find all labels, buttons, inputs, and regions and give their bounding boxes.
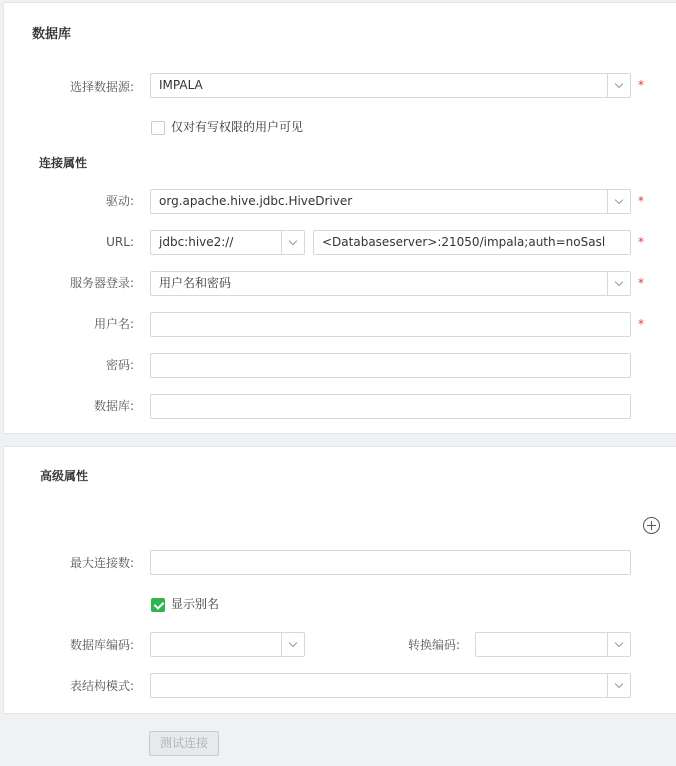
database-panel bbox=[3, 2, 676, 434]
required-mark: * bbox=[638, 317, 644, 331]
server-login-label: 服务器登录: bbox=[69, 276, 134, 290]
show-alias-label: 显示别名 bbox=[171, 597, 220, 611]
username-label: 用户名: bbox=[93, 317, 134, 331]
chevron-down-icon[interactable] bbox=[281, 633, 304, 656]
test-connection-button[interactable]: 测试连接 bbox=[149, 731, 219, 756]
chevron-down-icon[interactable] bbox=[607, 190, 630, 213]
password-label: 密码: bbox=[105, 358, 134, 372]
db-encoding-select[interactable] bbox=[150, 632, 305, 657]
convert-encoding-select[interactable] bbox=[475, 632, 631, 657]
db-encoding-label: 数据库编码: bbox=[69, 638, 134, 652]
url-label: URL: bbox=[106, 235, 134, 249]
max-connections-label: 最大连接数: bbox=[69, 556, 134, 570]
database-label: 数据库: bbox=[93, 399, 134, 413]
datasource-label: 选择数据源: bbox=[69, 80, 134, 94]
circle-plus-icon[interactable] bbox=[643, 517, 660, 534]
url-prefix-value: jdbc:hive2:// bbox=[159, 235, 234, 249]
url-input[interactable] bbox=[313, 230, 631, 255]
advanced-panel bbox=[3, 446, 676, 714]
password-input[interactable] bbox=[150, 353, 631, 378]
chevron-down-icon[interactable] bbox=[281, 231, 304, 254]
required-mark: * bbox=[638, 235, 644, 249]
database-input[interactable] bbox=[150, 394, 631, 419]
url-value: <Databaseserver>:21050/impala;auth=noSasl bbox=[322, 235, 606, 249]
username-input[interactable] bbox=[150, 312, 631, 337]
driver-select[interactable] bbox=[150, 189, 631, 214]
connection-section-title: 连接属性 bbox=[39, 156, 88, 170]
datasource-select[interactable] bbox=[150, 73, 631, 98]
chevron-down-icon[interactable] bbox=[607, 272, 630, 295]
chevron-down-icon[interactable] bbox=[607, 633, 630, 656]
chevron-down-icon[interactable] bbox=[607, 74, 630, 97]
max-connections-input[interactable] bbox=[150, 550, 631, 575]
url-prefix-select[interactable] bbox=[150, 230, 305, 255]
convert-encoding-label: 转换编码: bbox=[407, 638, 460, 652]
driver-value: org.apache.hive.jdbc.HiveDriver bbox=[159, 194, 353, 208]
server-login-select[interactable] bbox=[150, 271, 631, 296]
server-login-value: 用户名和密码 bbox=[159, 276, 232, 290]
write-perm-label: 仅对有写权限的用户可见 bbox=[171, 120, 304, 134]
advanced-section-title: 高级属性 bbox=[40, 469, 89, 483]
database-section-title: 数据库 bbox=[32, 27, 72, 42]
table-schema-select[interactable] bbox=[150, 673, 631, 698]
required-mark: * bbox=[638, 276, 644, 290]
required-mark: * bbox=[638, 194, 644, 208]
required-mark: * bbox=[638, 78, 644, 92]
table-schema-label: 表结构模式: bbox=[69, 679, 134, 693]
driver-label: 驱动: bbox=[105, 194, 134, 208]
write-perm-checkbox[interactable] bbox=[151, 121, 165, 135]
chevron-down-icon[interactable] bbox=[607, 674, 630, 697]
show-alias-checkbox[interactable] bbox=[151, 598, 165, 612]
datasource-value: IMPALA bbox=[159, 78, 203, 92]
